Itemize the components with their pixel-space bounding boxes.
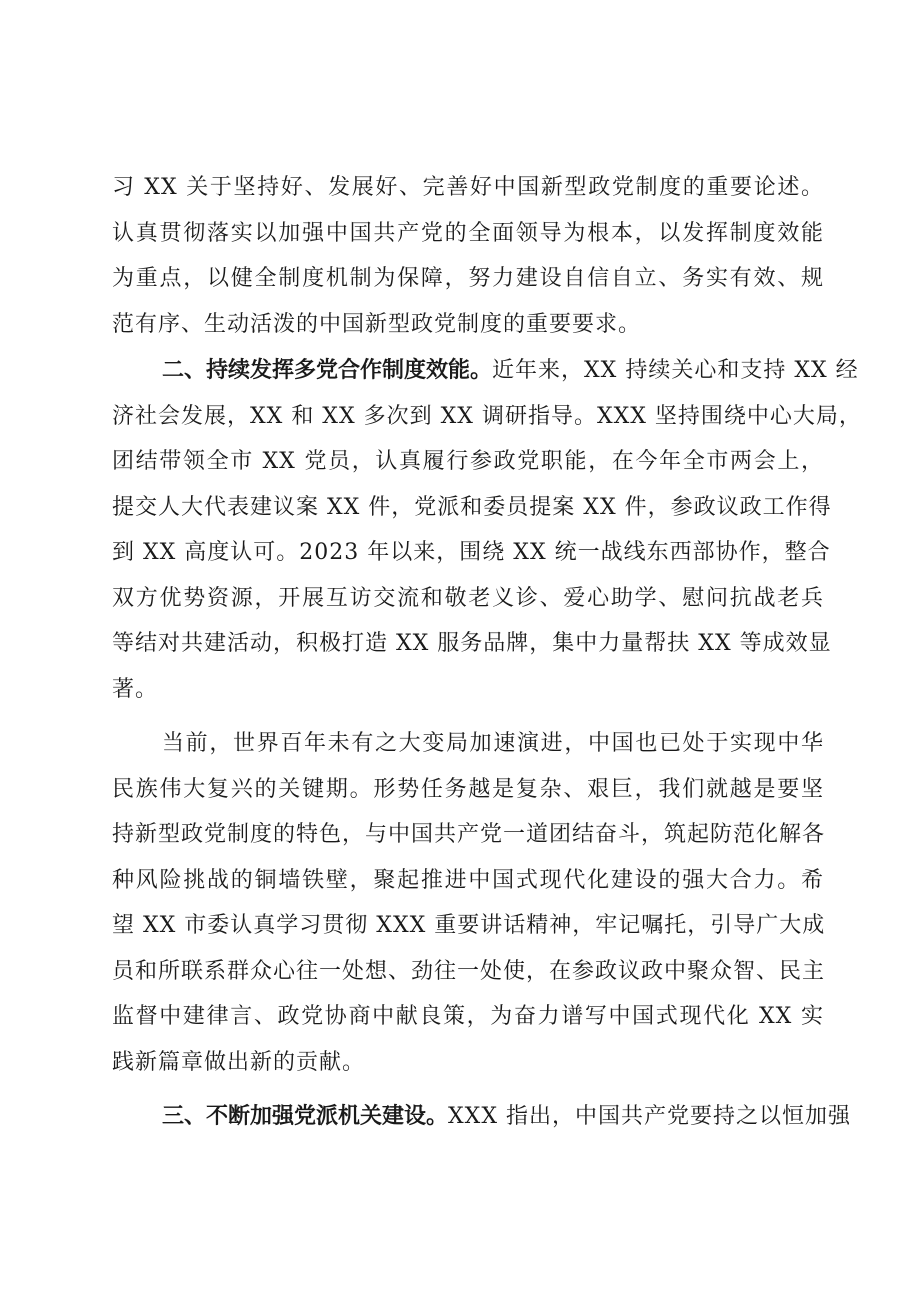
paragraph-3 — [112, 721, 824, 1085]
text-line: 监督中建律言、政党协商中献良策，为奋力谱写中国式现代化 XX 实 — [112, 1004, 824, 1029]
text-line: 当前，世界百年未有之大变局加速演进，中国也已处于实现中华 — [162, 731, 824, 756]
text-line: 习 XX 关于坚持好、发展好、完善好中国新型政党制度的重要论述。 — [112, 175, 824, 200]
text-line: 持新型政党制度的特色，与中国共产党一道团结奋斗，筑起防范化解各 — [112, 822, 826, 847]
text-line — [112, 348, 859, 394]
text-line: 种风险挑战的铜墙铁壁，聚起推进中国式现代化建设的强大合力。希 — [112, 867, 824, 893]
section-heading-3: 三、不断加强党派机关建设。 — [162, 1104, 449, 1129]
text-line — [112, 1094, 851, 1140]
text-line: 践新篇章做出新的贡献。 — [112, 1049, 366, 1075]
text-line: 等结对共建活动，积极打造 XX 服务品牌，集中力量帮扶 XX 等成效显 — [112, 631, 832, 656]
text-line: 员和所联系群众心往一处想、劲往一处使，在参政议政中聚众智、民主 — [112, 958, 826, 984]
text-line: 民族伟大复兴的关键期。形势任务越是复杂、艰巨，我们就越是要坚 — [112, 776, 824, 802]
text-line: 济社会发展，XX 和 XX 多次到 XX 调研指导。XXX 坚持围绕中心大局， — [112, 403, 862, 429]
text-line: 为重点，以健全制度机制为保障，努力建设自信自立、务实有效、规 — [112, 266, 824, 291]
text-line: 望 XX 市委认真学习贯彻 XXX 重要讲话精神，牢记嘱托，引导广大成 — [112, 913, 826, 938]
text-run: XXX 指出，中国共产党要持之以恒加强 — [448, 1104, 851, 1129]
text-line: 到 XX 高度认可。2023 年以来，围绕 XX 统一战线东西部协作，整合 — [112, 540, 831, 565]
paragraph-1 — [112, 165, 824, 347]
text-run: 近年来，XX 持续关心和支持 XX 经 — [492, 358, 859, 383]
section-heading-2: 二、持续发挥多党合作制度效能。 — [162, 358, 493, 383]
text-line: 团结带领全市 XX 党员，认真履行参政党职能，在今年全市两会上， — [112, 449, 824, 474]
text-line: 提交人大代表建议案 XX 件，党派和委员提案 XX 件，参政议政工作得 — [112, 494, 832, 520]
text-line: 著。 — [112, 676, 159, 702]
text-line: 双方优势资源，开展互访交流和敬老义诊、爱心助学、慰问抗战老兵 — [112, 585, 824, 611]
text-line: 认真贯彻落实以加强中国共产党的全面领导为根本，以发挥制度效能 — [112, 220, 824, 246]
text-line: 范有序、生动活泼的中国新型政党制度的重要要求。 — [112, 311, 642, 337]
paragraph-4 — [112, 1094, 851, 1140]
paragraph-2 — [112, 348, 862, 712]
